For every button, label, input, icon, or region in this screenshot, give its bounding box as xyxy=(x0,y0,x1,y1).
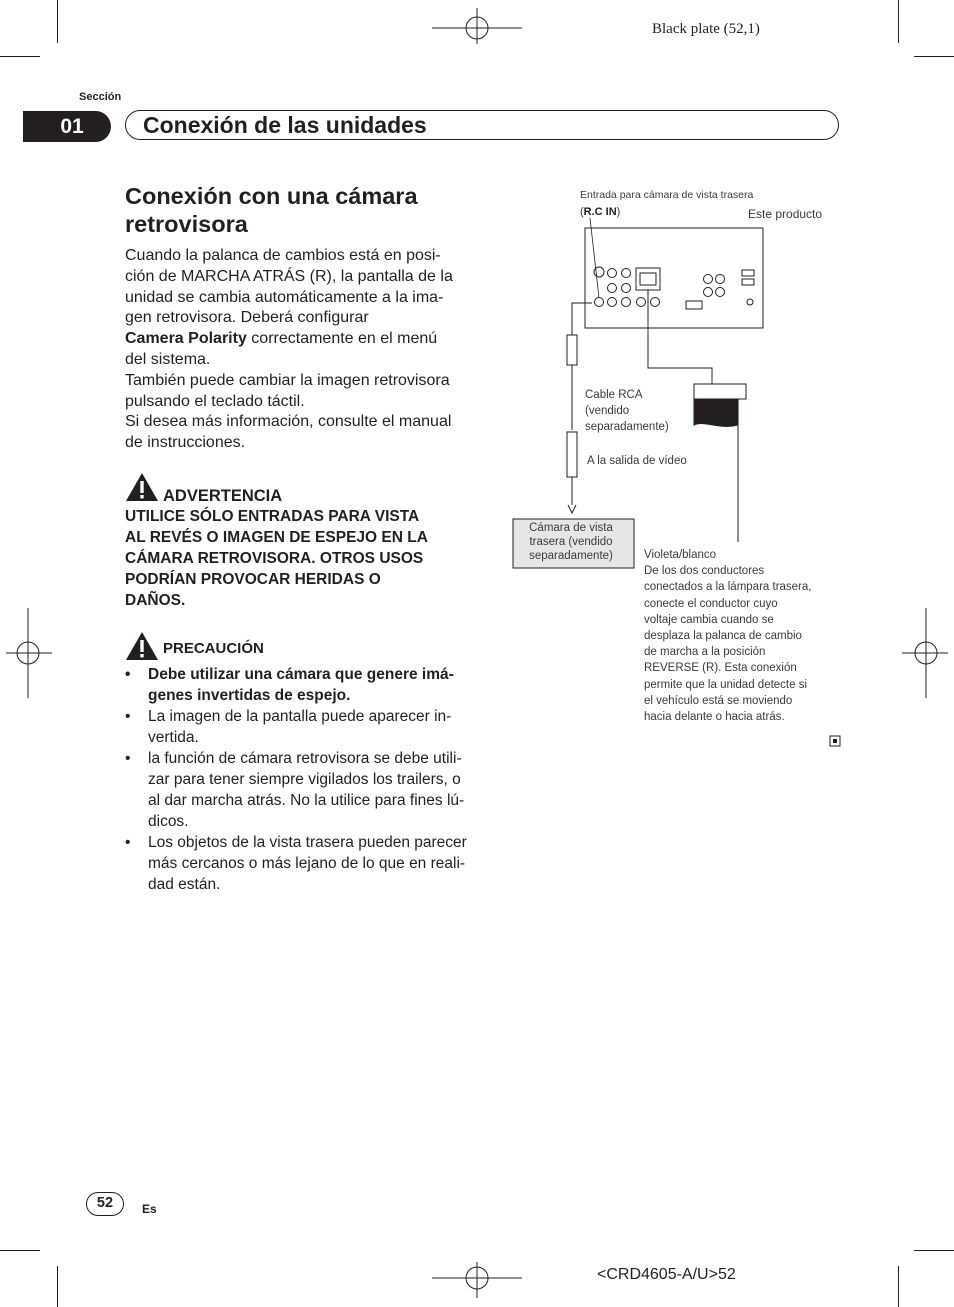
rc-in-tag: (R.C IN) xyxy=(580,206,621,218)
caution-title: PRECAUCIÓN xyxy=(163,640,264,657)
rear-camera-box: Cámara de vista trasera (vendido separadamente) xyxy=(529,522,613,562)
section-number: 01 xyxy=(23,111,111,142)
product-back-panel xyxy=(585,228,763,328)
caution-bullet: • La imagen de la pantalla puede aparecer in- vertida. xyxy=(125,708,452,746)
warning-title: ADVERTENCIA xyxy=(163,487,283,505)
camera-polarity-line: Camera Polarity correctamente en el menú xyxy=(125,330,438,348)
product-label: Este producto xyxy=(748,207,823,221)
caution-bullet: • Los objetos de la vista trasera pueden parecer más cercanos o más lejano de lo que en reali- dad están. xyxy=(125,834,467,893)
language-code: Es xyxy=(142,1202,157,1216)
intro-paragraph: Cuando la palanca de cambios está en posi- ción de MARCHA ATRÁS (R), la pantalla de la unidad se cambia automáticamente a la ima- gen retrovisora. Deberá configurar Camera Polarity correctamente en el menú del sistema. También puede cambiar la imagen retrovisora pulsando el teclado táctil. Si desea más información, consulte el manual de instrucciones. xyxy=(125,246,470,454)
page-heading: Conexión con una cámara retrovisora xyxy=(125,183,418,237)
rc-input-label: Entrada para cámara de vista trasera xyxy=(580,189,754,201)
video-out-label: A la salida de vídeo xyxy=(587,455,687,467)
caution-bullet: • la función de cámara retrovisora se debe utili- zar para tener siempre vigilados los trailers, o al dar marcha atrás. No la utilice para fines lú- dicos. xyxy=(125,750,465,830)
page-number: 52 xyxy=(86,1192,124,1216)
section-label: Sección xyxy=(79,91,122,103)
section-title: Conexión de las unidades xyxy=(143,112,427,138)
warning-text: UTILICE SÓLO ENTRADAS PARA VISTA AL REVÉS O IMAGEN DE ESPEJO EN LA CÁMARA RETROVISORA. OTROS USOS PODRÍAN PROVOCAR HERIDAS O DAÑOS. xyxy=(125,508,428,609)
violet-wire-note: Violeta/blanco De los dos conductores conectados a la lámpara trasera, conecte el conductor cuyo voltaje cambia cuando se desplaza la palanca de cambio de marcha a la posición REVERSE (R). Esta conexión permite que la unidad detecte si el vehículo está se moviendo hacia delante o hacia atrás. xyxy=(644,549,812,724)
document-code: <CRD4605-A/U>52 xyxy=(597,1266,736,1283)
plate-label: Black plate (52,1) xyxy=(652,21,760,37)
rca-cable-label: Cable RCA (vendido separadamente) xyxy=(585,389,669,434)
caution-bullet: • Debe utilizar una cámara que genere imá- genes invertidas de espejo. xyxy=(125,666,454,704)
